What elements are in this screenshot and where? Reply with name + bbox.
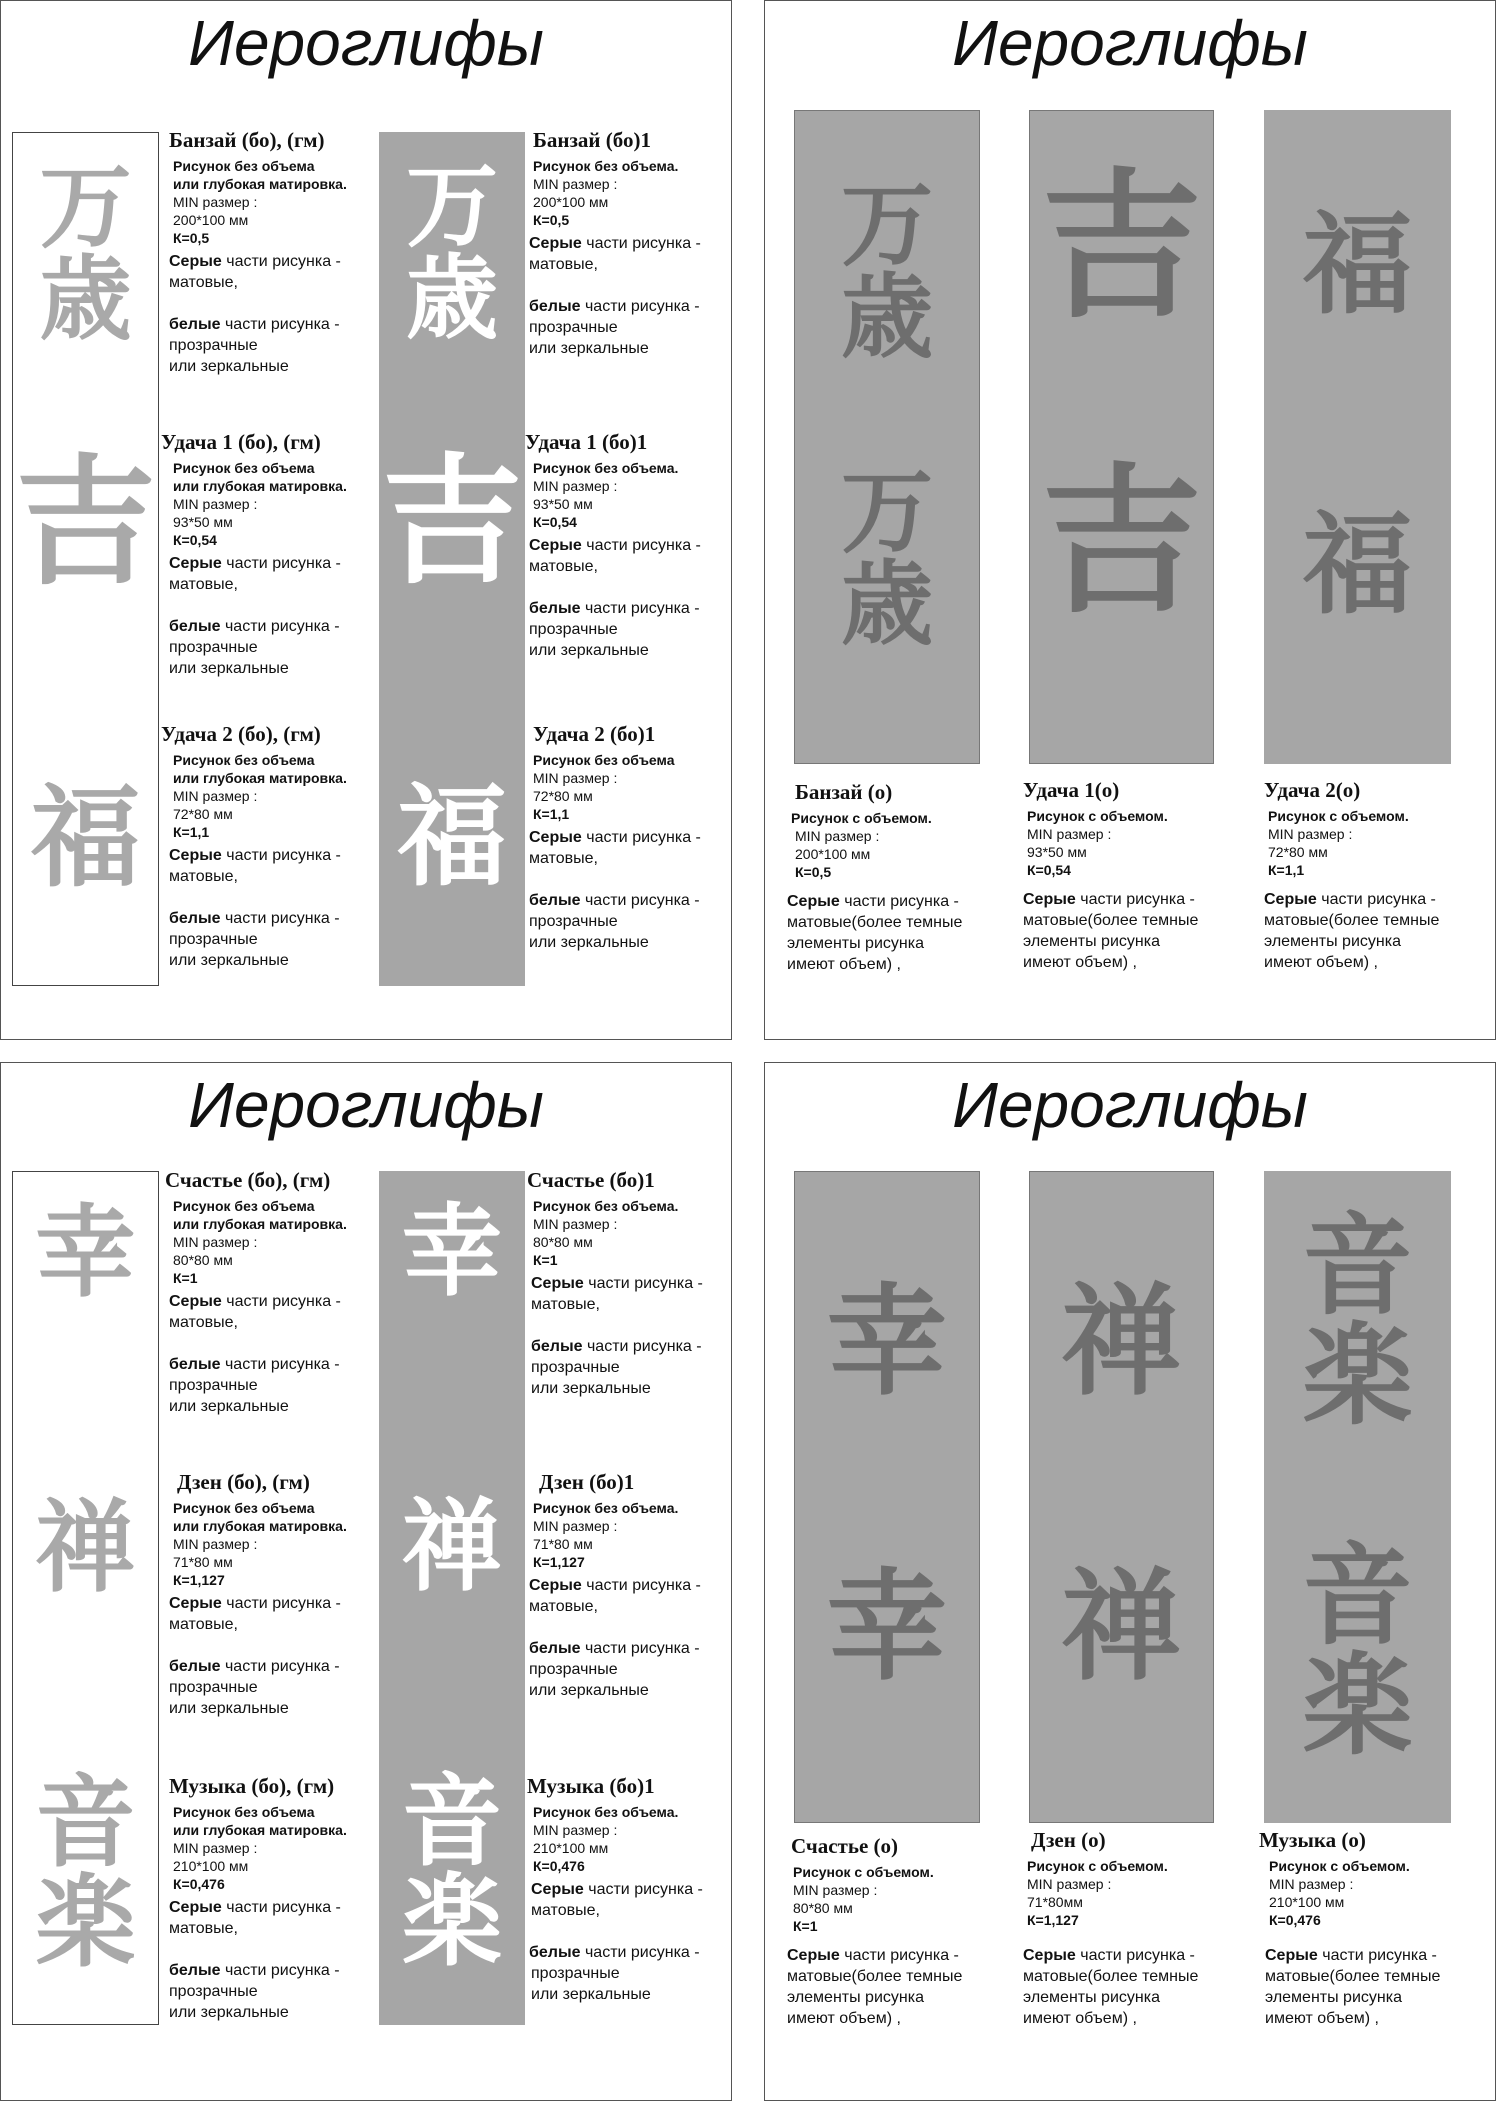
transparent-note: прозрачные — [531, 1359, 620, 1376]
grey-parts-note: Серые части рисунка - — [787, 893, 959, 910]
matte-note: матовые, — [169, 576, 238, 593]
hieroglyph-happiness: 幸 — [402, 1192, 502, 1310]
entry-heading: Удача 2 (бо)1 — [533, 722, 656, 746]
entry-desc: Рисунок без объема — [173, 158, 315, 174]
matte-note: матовые, — [529, 256, 598, 273]
entry-luck1-1 — [525, 429, 740, 661]
entry-k: К=0,54 — [173, 532, 217, 548]
white-parts-note: белые части рисунка - — [529, 892, 700, 909]
entry-size: 93*50 мм — [1027, 844, 1087, 860]
entry-desc: Рисунок с объемом. — [1027, 1858, 1168, 1874]
entry-heading: Счастье (бо)1 — [527, 1168, 655, 1192]
entry-size: 71*80мм — [1027, 1894, 1083, 1910]
white-parts-note: белые части рисунка - — [531, 1338, 702, 1355]
entry-k: К=0,54 — [1027, 862, 1071, 878]
volume-elements-note: элементы рисунка — [1264, 933, 1401, 950]
white-parts-note: белые части рисунка - — [169, 1658, 340, 1675]
entry-music-gm — [169, 1773, 384, 2023]
entry-desc: Рисунок без объема — [173, 1500, 315, 1516]
entry-luck1-gm — [161, 429, 376, 679]
hieroglyph-happiness: 幸 — [827, 1271, 947, 1412]
entry-desc-2: или глубокая матировка. — [173, 176, 347, 192]
entry-min-label: MIN размер : — [533, 770, 618, 786]
hieroglyph-music: 音 楽 — [402, 1762, 502, 1980]
entry-heading: Музыка (бо), (гм) — [169, 1774, 335, 1798]
entry-desc: Рисунок с объемом. — [1268, 808, 1409, 824]
glyph-strip-grey — [379, 132, 525, 986]
entry-size: 200*100 мм — [173, 212, 249, 228]
panel-title: Иероглифы — [188, 7, 544, 79]
entry-heading: Дзен (бо)1 — [539, 1470, 635, 1494]
grey-parts-note: Серые части рисунка - — [169, 555, 341, 572]
entry-k: К=0,476 — [1269, 1912, 1321, 1928]
hieroglyph-zen: 禅 — [1061, 1556, 1182, 1697]
volume-have-note: имеют объем) , — [1265, 2010, 1379, 2027]
entry-desc: Рисунок без объема. — [533, 460, 679, 476]
entry-heading: Удача 1(о) — [1023, 778, 1120, 802]
entry-k: К=1 — [173, 1270, 198, 1286]
volume-have-note: имеют объем) , — [1264, 954, 1378, 971]
entry-desc: Рисунок с объемом. — [791, 810, 932, 826]
entry-zen-gm — [169, 1469, 384, 1719]
glyph-strip-volume — [1264, 110, 1451, 764]
mirror-note: или зеркальные — [169, 660, 289, 677]
white-parts-note: белые части рисунка - — [169, 1962, 340, 1979]
white-parts-note: белые части рисунка - — [529, 298, 700, 315]
grey-parts-note: Серые части рисунка - — [787, 1947, 959, 1964]
entry-zen-volume — [1023, 1827, 1238, 2029]
entry-min-label: MIN размер : — [1027, 1876, 1112, 1892]
glyph-strip-volume — [794, 110, 980, 764]
entry-luck2-1 — [529, 721, 744, 953]
mirror-note: или зеркальные — [169, 952, 289, 969]
matte-note: матовые, — [531, 1902, 600, 1919]
entry-size: 80*80 мм — [533, 1234, 593, 1250]
entry-size: 80*80 мм — [793, 1900, 853, 1916]
panel-title: Иероглифы — [952, 1069, 1308, 1141]
entry-min-label: MIN размер : — [1268, 826, 1353, 842]
glyph-strip-volume — [1264, 1171, 1451, 1823]
transparent-note: прозрачные — [169, 931, 258, 948]
grey-parts-note: Серые части рисунка - — [529, 537, 701, 554]
entry-size: 200*100 мм — [795, 846, 871, 862]
hieroglyph-banzai: 万 歳 — [840, 171, 933, 371]
hieroglyph-music: 音 楽 — [1302, 1531, 1413, 1770]
matte-note: матовые, — [529, 1598, 598, 1615]
entry-banzai-gm — [169, 127, 384, 377]
entry-size: 93*50 мм — [533, 496, 593, 512]
grey-parts-note: Серые части рисунка - — [1023, 891, 1195, 908]
white-parts-note: белые части рисунка - — [529, 1640, 700, 1657]
panel-bottom-right — [764, 1062, 1496, 2101]
entry-size: 80*80 мм — [173, 1252, 233, 1268]
hieroglyph-music: 音 楽 — [1302, 1201, 1413, 1440]
hieroglyph-luck-1: 吉 — [1041, 447, 1202, 635]
entry-heading: Дзен (бо), (гм) — [177, 1470, 310, 1494]
entry-banzai-volume — [787, 779, 1002, 975]
transparent-note: прозрачные — [169, 337, 258, 354]
entry-k: К=1,1 — [1268, 862, 1305, 878]
white-parts-note: белые части рисунка - — [169, 910, 340, 927]
grey-parts-note: Серые части рисунка - — [529, 1577, 701, 1594]
entry-k: К=1 — [533, 1252, 558, 1268]
entry-desc: Рисунок с объемом. — [793, 1864, 934, 1880]
entry-heading: Дзен (о) — [1031, 1828, 1106, 1852]
glyph-strip-volume — [794, 1171, 980, 1823]
entry-heading: Удача 2 (бо), (гм) — [161, 722, 321, 746]
grey-parts-note: Серые части рисунка - — [531, 1275, 703, 1292]
entry-happiness-1 — [527, 1167, 742, 1399]
entry-banzai-1 — [529, 127, 744, 359]
mirror-note: или зеркальные — [529, 340, 649, 357]
entry-min-label: MIN размер : — [173, 496, 258, 512]
transparent-note: прозрачные — [169, 1377, 258, 1394]
panel-bottom-left — [0, 1062, 732, 2101]
entry-zen-1 — [529, 1469, 744, 1701]
hieroglyph-zen: 禅 — [1061, 1271, 1182, 1412]
matte-note: матовые, — [169, 868, 238, 885]
glyph-strip-volume — [1029, 110, 1214, 764]
grey-parts-note: Серые части рисунка - — [531, 1881, 703, 1898]
entry-k: К=0,5 — [533, 212, 570, 228]
mirror-note: или зеркальные — [169, 1398, 289, 1415]
entry-min-label: MIN размер : — [173, 788, 258, 804]
entry-size: 72*80 мм — [1268, 844, 1328, 860]
entry-luck2-volume — [1264, 777, 1479, 973]
hieroglyph-banzai: 万 歳 — [840, 458, 933, 658]
entry-heading: Банзай (бо), (гм) — [169, 128, 325, 152]
glyph-strip-white — [12, 132, 159, 986]
matte-note: матовые, — [531, 1296, 600, 1313]
transparent-note: прозрачные — [169, 1983, 258, 2000]
entry-size: 71*80 мм — [533, 1536, 593, 1552]
entry-min-label: MIN размер : — [533, 176, 618, 192]
volume-matte-note: матовые(более темные — [1265, 1968, 1441, 1985]
mirror-note: или зеркальные — [169, 1700, 289, 1717]
hieroglyph-banzai: 万 歳 — [39, 153, 132, 353]
white-parts-note: белые части рисунка - — [169, 618, 340, 635]
white-parts-note: белые части рисунка - — [169, 316, 340, 333]
white-parts-note: белые части рисунка - — [529, 600, 700, 617]
grey-parts-note: Серые части рисунка - — [1264, 891, 1436, 908]
entry-desc-2: или глубокая матировка. — [173, 478, 347, 494]
volume-matte-note: матовые(более темные — [1264, 912, 1440, 929]
grey-parts-note: Серые части рисунка - — [529, 235, 701, 252]
hieroglyph-luck-2: 福 — [1302, 500, 1413, 629]
white-parts-note: белые части рисунка - — [169, 1356, 340, 1373]
matte-note: матовые, — [169, 1314, 238, 1331]
matte-note: матовые, — [529, 558, 598, 575]
transparent-note: прозрачные — [529, 621, 618, 638]
entry-desc: Рисунок без объема — [173, 460, 315, 476]
mirror-note: или зеркальные — [529, 934, 649, 951]
hieroglyph-luck-1: 吉 — [381, 440, 522, 604]
entry-desc: Рисунок без объема — [533, 752, 675, 768]
entry-k: К=1,1 — [533, 806, 570, 822]
grey-parts-note: Серые части рисунка - — [1023, 1947, 1195, 1964]
entry-min-label: MIN размер : — [533, 1518, 618, 1534]
entry-min-label: MIN размер : — [173, 1840, 258, 1856]
grey-parts-note: Серые части рисунка - — [169, 253, 341, 270]
volume-matte-note: матовые(более темные — [787, 914, 963, 931]
hieroglyph-luck-1: 吉 — [1041, 152, 1202, 340]
matte-note: матовые, — [169, 1616, 238, 1633]
entry-size: 210*100 мм — [173, 1858, 249, 1874]
entry-desc-2: или глубокая матировка. — [173, 1518, 347, 1534]
entry-k: К=0,476 — [533, 1858, 585, 1874]
entry-desc-2: или глубокая матировка. — [173, 770, 347, 786]
transparent-note: прозрачные — [169, 639, 258, 656]
entry-desc: Рисунок без объема — [173, 1198, 315, 1214]
entry-heading: Удача 1 (бо), (гм) — [161, 430, 321, 454]
grey-parts-note: Серые части рисунка - — [169, 1595, 341, 1612]
entry-desc: Рисунок без объема. — [533, 1500, 679, 1516]
panel-title: Иероглифы — [188, 1069, 544, 1141]
entry-k: К=0,476 — [173, 1876, 225, 1892]
volume-elements-note: элементы рисунка — [1265, 1989, 1402, 2006]
hieroglyph-luck-2: 福 — [397, 772, 507, 901]
entry-heading: Счастье (бо), (гм) — [165, 1168, 331, 1192]
entry-k: К=1,127 — [533, 1554, 585, 1570]
entry-min-label: MIN размер : — [793, 1882, 878, 1898]
hieroglyph-luck-2: 福 — [1302, 200, 1413, 329]
entry-size: 72*80 мм — [173, 806, 233, 822]
panel-top-left — [0, 0, 732, 1040]
entry-min-label: MIN размер : — [173, 1234, 258, 1250]
entry-desc: Рисунок без объема — [173, 752, 315, 768]
volume-have-note: имеют объем) , — [1023, 2010, 1137, 2027]
entry-min-label: MIN размер : — [173, 194, 258, 210]
mirror-note: или зеркальные — [531, 1986, 651, 2003]
white-parts-note: белые части рисунка - — [529, 1944, 700, 1961]
entry-size: 210*100 мм — [1269, 1894, 1345, 1910]
grey-parts-note: Серые части рисунка - — [1265, 1947, 1437, 1964]
volume-elements-note: элементы рисунка — [787, 1989, 924, 2006]
entry-min-label: MIN размер : — [1027, 826, 1112, 842]
transparent-note: прозрачные — [529, 319, 618, 336]
matte-note: матовые, — [529, 850, 598, 867]
entry-desc: Рисунок без объема — [173, 1804, 315, 1820]
entry-min-label: MIN размер : — [533, 478, 618, 494]
mirror-note: или зеркальные — [529, 642, 649, 659]
grey-parts-note: Серые части рисунка - — [169, 847, 341, 864]
transparent-note: прозрачные — [529, 913, 618, 930]
hieroglyph-luck-1: 吉 — [15, 441, 156, 605]
entry-size: 72*80 мм — [533, 788, 593, 804]
panel-top-right — [764, 0, 1496, 1040]
mirror-note: или зеркальные — [529, 1682, 649, 1699]
entry-k: К=0,54 — [533, 514, 577, 530]
entry-k: К=0,5 — [795, 864, 832, 880]
entry-heading: Музыка (бо)1 — [527, 1774, 655, 1798]
entry-size: 93*50 мм — [173, 514, 233, 530]
entry-desc: Рисунок с объемом. — [1269, 1858, 1410, 1874]
entry-min-label: MIN размер : — [1269, 1876, 1354, 1892]
panel-title: Иероглифы — [952, 7, 1308, 79]
matte-note: матовые, — [169, 274, 238, 291]
entry-size: 71*80 мм — [173, 1554, 233, 1570]
entry-luck2-gm — [161, 721, 376, 971]
hieroglyph-happiness: 幸 — [827, 1556, 947, 1697]
entry-heading: Удача 2(о) — [1264, 778, 1361, 802]
grey-parts-note: Серые части рисунка - — [169, 1899, 341, 1916]
volume-matte-note: матовые(более темные — [1023, 1968, 1199, 1985]
mirror-note: или зеркальные — [169, 2004, 289, 2021]
entry-luck1-volume — [1023, 777, 1238, 973]
transparent-note: прозрачные — [169, 1679, 258, 1696]
entry-music-volume — [1259, 1827, 1474, 2029]
hieroglyph-luck-2: 福 — [30, 773, 141, 902]
volume-elements-note: элементы рисунка — [787, 935, 924, 952]
volume-matte-note: матовые(более темные — [787, 1968, 963, 1985]
entry-k: К=1 — [793, 1918, 818, 1934]
grey-parts-note: Серые части рисунка - — [529, 829, 701, 846]
entry-min-label: MIN размер : — [533, 1216, 618, 1232]
hieroglyph-zen: 禅 — [35, 1488, 136, 1606]
entry-k: К=0,5 — [173, 230, 210, 246]
entry-min-label: MIN размер : — [795, 828, 880, 844]
entry-desc: Рисунок без объема. — [533, 1198, 679, 1214]
hieroglyph-music: 音 楽 — [35, 1763, 136, 1981]
volume-elements-note: элементы рисунка — [1023, 1989, 1160, 2006]
entry-happiness-gm — [165, 1167, 380, 1417]
volume-have-note: имеют объем) , — [787, 2010, 901, 2027]
entry-heading: Банзай (бо)1 — [533, 128, 651, 152]
volume-have-note: имеют объем) , — [1023, 954, 1137, 971]
mirror-note: или зеркальные — [169, 358, 289, 375]
entry-heading: Счастье (о) — [791, 1834, 899, 1858]
entry-k: К=1,127 — [1027, 1912, 1079, 1928]
entry-size: 200*100 мм — [533, 194, 609, 210]
entry-happiness-volume — [787, 1833, 1002, 2029]
hieroglyph-banzai: 万 歳 — [405, 152, 498, 352]
entry-desc-2: или глубокая матировка. — [173, 1822, 347, 1838]
glyph-strip-grey — [379, 1171, 525, 2025]
entry-k: К=1,1 — [173, 824, 210, 840]
grey-parts-note: Серые части рисунка - — [169, 1293, 341, 1310]
entry-min-label: MIN размер : — [533, 1822, 618, 1838]
entry-k: К=1,127 — [173, 1572, 225, 1588]
mirror-note: или зеркальные — [531, 1380, 651, 1397]
volume-matte-note: матовые(более темные — [1023, 912, 1199, 929]
entry-size: 210*100 мм — [533, 1840, 609, 1856]
entry-desc: Рисунок без объема. — [533, 158, 679, 174]
transparent-note: прозрачные — [531, 1965, 620, 1982]
hieroglyph-happiness: 幸 — [35, 1193, 136, 1311]
entry-music-1 — [527, 1773, 742, 2005]
entry-heading: Банзай (о) — [795, 780, 893, 804]
entry-min-label: MIN размер : — [173, 1536, 258, 1552]
matte-note: матовые, — [169, 1920, 238, 1937]
volume-elements-note: элементы рисунка — [1023, 933, 1160, 950]
hieroglyph-zen: 禅 — [402, 1487, 502, 1605]
glyph-strip-volume — [1029, 1171, 1214, 1823]
transparent-note: прозрачные — [529, 1661, 618, 1678]
entry-heading: Музыка (о) — [1259, 1828, 1366, 1852]
entry-desc-2: или глубокая матировка. — [173, 1216, 347, 1232]
entry-desc: Рисунок с объемом. — [1027, 808, 1168, 824]
glyph-strip-white — [12, 1171, 159, 2025]
entry-heading: Удача 1 (бо)1 — [525, 430, 648, 454]
entry-desc: Рисунок без объема. — [533, 1804, 679, 1820]
volume-have-note: имеют объем) , — [787, 956, 901, 973]
